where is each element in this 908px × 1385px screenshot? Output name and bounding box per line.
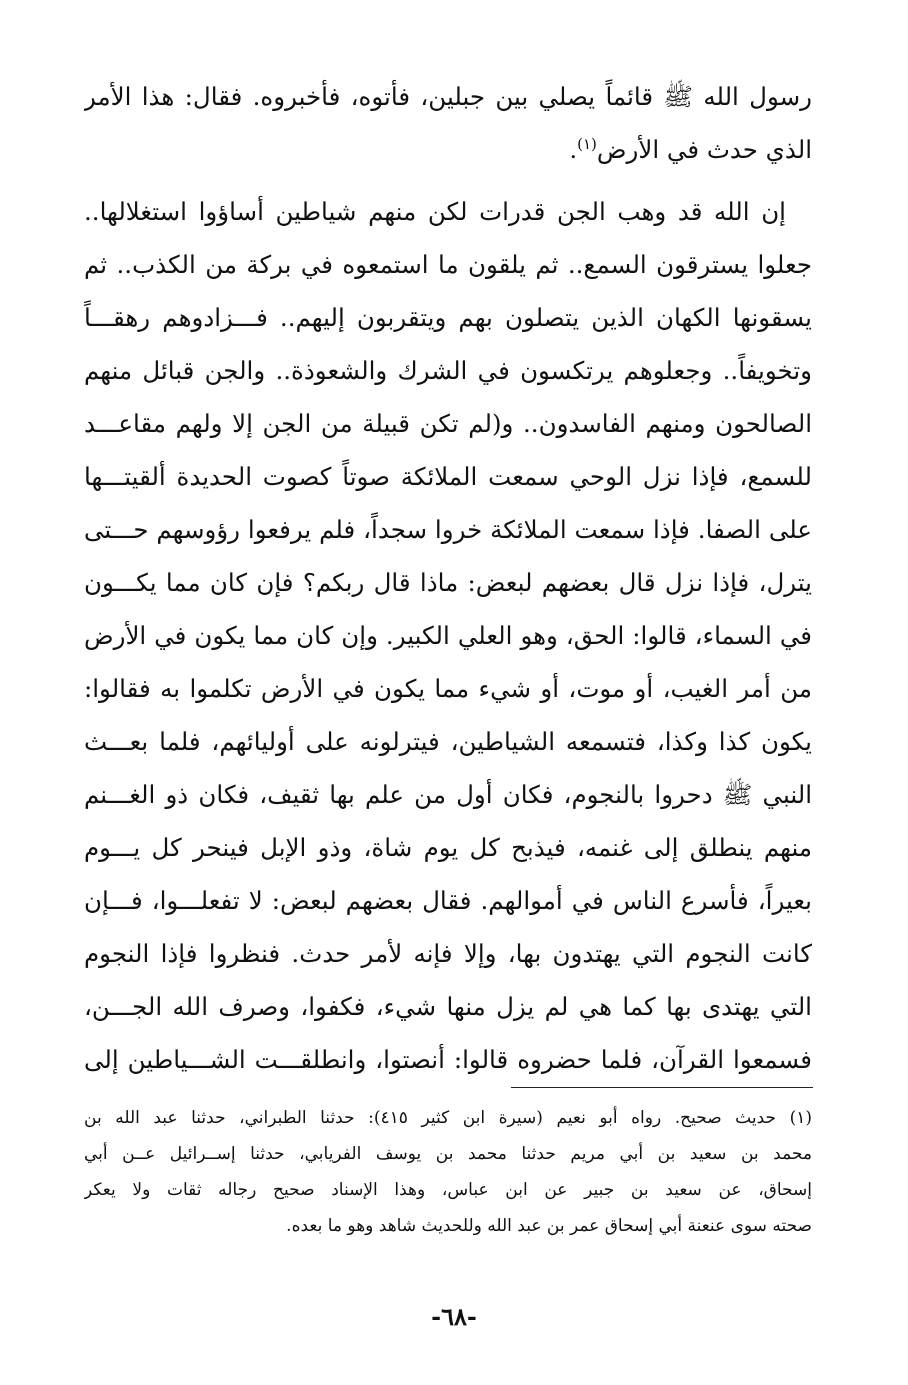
footnote-line: إسحاق، عن سعيد بن جبير عن ابن عباس، وهذا الإسناد صحيح رجاله ثقات ولا يعكر (84, 1180, 812, 1200)
text-line: إن الله قد وهب الجن قدرات لكن منهم شياطين أساؤوا استغلالها.. (84, 197, 786, 226)
text-line: منهم ينطلق إلى غنمه، فيذبح كل يوم شاة، وذو الإبل فينحر كل يـــوم (84, 833, 812, 862)
text-line: يكون كذا وكذا، فتسمعه الشياطين، فيترلونه على أوليائهم، فلما بعـــث (84, 727, 812, 756)
page-number: -٦٨- (431, 1302, 477, 1331)
footnotes (84, 1100, 812, 1244)
footnote-line: صحته سوى عنعنة أبي إسحاق عمر بن عبد الله وللحديث شاهد وهو ما بعده. (286, 1216, 812, 1236)
paragraph-1 (84, 70, 812, 176)
sentence-end: . (569, 135, 578, 164)
text-line: وتخويفاً.. وجعلوهم يرتكسون في الشرك والشعوذة.. والجن قبائل منهم (84, 356, 812, 385)
text-line-content: الذي حدث في الأرض (596, 135, 812, 164)
footnote-divider (511, 1087, 813, 1088)
footnote-marker[interactable]: (١) (577, 134, 597, 153)
text-line: بعيراً، فأسرع الناس في أموالهم. فقال بعضهم لبعض: لا تفعلـــوا، فـــإن (84, 886, 812, 915)
text-line: جعلوا يسترقون السمع.. ثم يلقون ما استمعوه في بركة من الكذب.. ثم (84, 250, 812, 279)
text-line: النبي ﷺ دحروا بالنجوم، فكان أول من علم بها ثقيف، فكان ذو الغـــنم (84, 780, 812, 809)
paragraph-2 (84, 185, 812, 1086)
text-line: التي يهتدى بها كما هي لم يزل منها شيء، فكفوا، وصرف الله الجـــن، (84, 992, 812, 1021)
text-line: كانت النجوم التي يهتدون بها، وإلا فإنه لأمر حدث. فنظروا فإذا النجوم (84, 939, 812, 968)
text-line: الصالحون ومنهم الفاسدون.. و(لم تكن قبيلة من الجن إلا ولهم مقاعـــد (84, 409, 812, 438)
text-line: رسول الله ﷺ قائماً يصلي بين جبلين، فأتوه، فأخبروه. فقال: هذا الأمر (84, 82, 812, 111)
text-line (84, 123, 812, 176)
footnote-line: (١) حديث صحيح. رواه أبو نعيم (سيرة ابن كثير ٤١٥): حدثنا الطبراني، حدثنا عبد الله بن (84, 1108, 812, 1128)
text-line: يترل، فإذا نزل قال بعضهم لبعض: ماذا قال ربكم؟ فإن كان مما يكـــون (84, 568, 812, 597)
text-line: من أمر الغيب، أو موت، أو شيء مما يكون في الأرض تكلموا به فقالوا: (84, 674, 812, 703)
text-line: يسقونها الكهان الذين يتصلون بهم ويتقربون إليهم.. فـــزادوهم رهقـــاً (84, 303, 812, 332)
text-line: للسمع، فإذا نزل الوحي سمعت الملائكة صوتاً كصوت الحديدة ألقيتـــها (84, 462, 812, 491)
text-line: فسمعوا القرآن، فلما حضروه قالوا: أنصتوا، وانطلقـــت الشـــياطين إلى (84, 1045, 812, 1074)
text-line: في السماء، قالوا: الحق، وهو العلي الكبير. وإن كان مما يكون في الأرض (84, 621, 812, 650)
text-line: على الصفا. فإذا سمعت الملائكة خروا سجداً، فلم يرفعوا رؤوسهم حـــتى (84, 515, 812, 544)
footnote-line: محمد بن سعيد بن أبي مريم حدثنا محمد بن يوسف الفريابي، حدثنا إســرائيل عــن أبي (84, 1144, 812, 1164)
